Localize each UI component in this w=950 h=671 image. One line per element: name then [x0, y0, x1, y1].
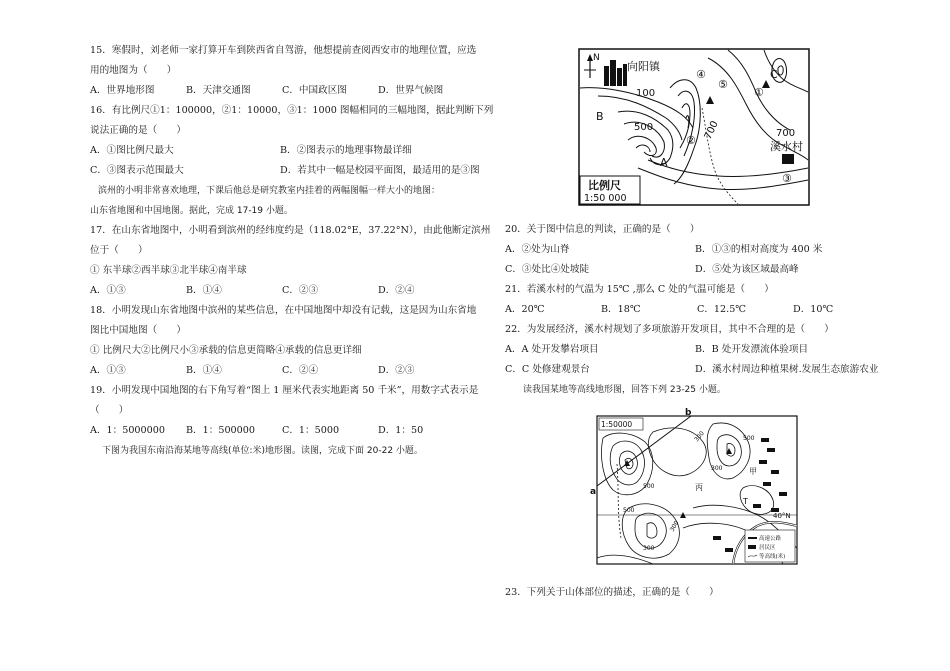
right-column — [505, 223, 895, 397]
q19-stem-2: （ ） — [90, 405, 129, 416]
q15-option-a[interactable]: A．世界地形图 — [90, 85, 155, 96]
contour-map-1 — [578, 48, 810, 206]
contour-label: 300 — [693, 430, 706, 444]
point-c: C — [770, 68, 778, 81]
q22-stem: 22．为发展经济，溪水村规划了多项旅游开发项目，其中不合理的是（ ） — [505, 324, 834, 335]
q15-option-d[interactable]: D．世界气候图 — [378, 85, 444, 96]
legend-settlement: 居民区 — [759, 545, 776, 551]
point-4: ④ — [696, 68, 706, 81]
q17-stem-1: 17．在山东省地图中，小明看到滨州的经纬度约是（118.02°E，37.22°N），由此他断定滨州 — [90, 225, 491, 236]
q20-options-row1 — [505, 243, 895, 257]
q17-stem-2: 位于（ ） — [90, 245, 148, 256]
north-label: N — [593, 53, 600, 63]
q21-options — [505, 303, 895, 317]
q16-option-b[interactable]: B．②图表示的地理事物最详细 — [280, 145, 412, 156]
q16-option-a[interactable]: A．①图比例尺最大 — [90, 145, 174, 156]
q18-stem-1: 18．小明发现山东省地图中滨州的某些信息，在中国地图中却没有记载，这是因为山东省地 — [90, 305, 477, 316]
q18-stem-3: ① 比例尺大②比例尺小③承载的信息更简略④承载的信息更详细 — [90, 345, 362, 356]
q17-option-a[interactable]: A．①③ — [90, 285, 126, 296]
q16-options-row2 — [90, 164, 490, 178]
q21-option-b[interactable]: B．18℃ — [601, 304, 641, 315]
village-label: 溪水村 — [770, 140, 803, 153]
contour-label: 500 — [623, 507, 635, 514]
contour-label: 300 — [643, 545, 655, 552]
point-3: ③ — [782, 172, 792, 185]
q19-option-c[interactable]: C．1：5000 — [282, 425, 340, 436]
q19-stem-1: 19．小明发现中国地图的右下角写着“图上 1 厘米代表实地距离 50 千米”，用数字式表示是 — [90, 385, 479, 396]
village-icon — [782, 154, 794, 164]
town-label: 向阳镇 — [627, 60, 660, 73]
q22-option-d[interactable]: D．溪水村周边种植果树.发展生态旅游农业 — [695, 364, 879, 375]
contour-label: 100 — [636, 88, 656, 99]
contour-label: 300 — [668, 519, 681, 533]
q20-option-c[interactable]: C．③处比④处坡陡 — [505, 264, 590, 275]
q22-option-b[interactable]: B．B 处开发漂流体验项目 — [695, 344, 809, 355]
q23-stem: 23．下列关于山体部位的描述，正确的是（ ） — [505, 587, 719, 598]
label-jia: 甲 — [749, 467, 757, 476]
q17-option-b[interactable]: B．①④ — [186, 285, 222, 296]
contour-label: 500 — [743, 435, 755, 442]
q22-options-row1 — [505, 343, 895, 357]
scale-value: 1:50 000 — [584, 193, 627, 204]
q22-option-a[interactable]: A．A 处开发攀岩项目 — [505, 344, 599, 355]
q20-stem: 20．关于图中信息的判读，正确的是（ ） — [505, 224, 700, 235]
legend-highway: 高速公路 — [759, 536, 782, 542]
q20-option-a[interactable]: A．②处为山脊 — [505, 244, 570, 255]
q18-options — [90, 364, 490, 378]
latitude-label: 40°N — [773, 512, 791, 520]
point-2: ② — [686, 134, 696, 147]
intro-23-25: 读我国某地等高线地形图，回答下列 23-25 小题。 — [523, 385, 726, 395]
q19-options — [90, 424, 490, 438]
q20-options-row2 — [505, 263, 895, 277]
q19-option-d[interactable]: D．1：50 — [378, 425, 424, 436]
q22-options-row2 — [505, 363, 895, 377]
q19-option-b[interactable]: B．1：500000 — [186, 425, 255, 436]
q18-option-b[interactable]: B．①④ — [186, 365, 222, 376]
contour-map-2 — [590, 408, 803, 566]
point-b: B — [596, 110, 604, 123]
legend-contour: 等高线(米) — [759, 554, 786, 560]
label-b: b — [685, 408, 692, 418]
q16-options-row1 — [90, 144, 490, 158]
q15-stem-1: 15．寒假时，刘老师一家打算开车到陕西省自驾游，他想提前查阅西安市的地理位置，应选 — [90, 45, 477, 56]
point-1: ① — [754, 86, 764, 99]
point-a: A — [660, 156, 668, 169]
q22-option-c[interactable]: C．C 处修建观景台 — [505, 364, 590, 375]
q21-option-d[interactable]: D．10℃ — [793, 304, 834, 315]
label-t: T — [743, 497, 748, 506]
left-column — [90, 44, 494, 458]
q17-option-c[interactable]: C．②③ — [282, 285, 319, 296]
q17-option-d[interactable]: D．②④ — [378, 285, 415, 296]
intro-17-19-line2: 山东省地图和中国地图。据此，完成 17-19 小题。 — [90, 206, 293, 216]
contour-label: 500 — [634, 122, 654, 133]
contour-label: 300 — [711, 465, 723, 472]
q18-option-a[interactable]: A．①③ — [90, 365, 126, 376]
q21-option-c[interactable]: C．12.5℃ — [697, 304, 747, 315]
q15-options — [90, 84, 490, 98]
q18-option-c[interactable]: C．②④ — [282, 365, 319, 376]
q15-stem-2: 用的地图为（ ） — [90, 65, 177, 76]
q19-option-a[interactable]: A．1：5000000 — [90, 425, 165, 436]
q17-stem-3: ① 东半球②西半球③北半球④南半球 — [90, 265, 247, 276]
contour-label: 700 — [702, 119, 721, 142]
q16-stem-1: 16．有比例尺①1：100000，②1：10000，③1：1000 图幅相同的三幅地图，据此判断下列 — [90, 105, 494, 116]
label-a: a — [590, 487, 597, 497]
q20-option-b[interactable]: B．①③的相对高度为 400 米 — [695, 244, 823, 255]
q16-stem-2: 说法正确的是（ ） — [90, 125, 186, 136]
map2-scale: 1:50000 — [601, 420, 633, 429]
q15-option-c[interactable]: C．中国政区图 — [282, 85, 347, 96]
q20-option-d[interactable]: D．⑤处为该区域最高峰 — [695, 264, 799, 275]
intro-17-19-line1: 滨州的小明非常喜欢地理，下课后他总是研究教室内挂着的两幅图幅一样大小的地图： — [98, 186, 441, 196]
q21-stem: 21．若溪水村的气温为 15℃ ,那么 C 处的气温可能是（ ） — [505, 284, 774, 295]
intro-20-22: 下图为我国东南沿海某地等高线(单位:米)地形图。读图，完成下面 20-22 小题。 — [102, 446, 423, 456]
q18-stem-2: 图比中国地图（ ） — [90, 325, 186, 336]
label-bing: 丙 — [695, 483, 703, 492]
point-5: ⑤ — [718, 78, 728, 91]
q15-option-b[interactable]: B．天津交通图 — [186, 85, 251, 96]
q16-option-d[interactable]: D．若其中一幅是校园平面图，最适用的是③图 — [280, 165, 480, 176]
q17-options — [90, 284, 490, 298]
q18-option-d[interactable]: D．②③ — [378, 365, 415, 376]
q21-option-a[interactable]: A．20℃ — [505, 304, 545, 315]
scale-title: 比例尺 — [588, 179, 621, 192]
contour-label: 500 — [643, 483, 655, 490]
contour-label: 700 — [776, 128, 796, 139]
q16-option-c[interactable]: C．③图表示范围最大 — [90, 165, 184, 176]
